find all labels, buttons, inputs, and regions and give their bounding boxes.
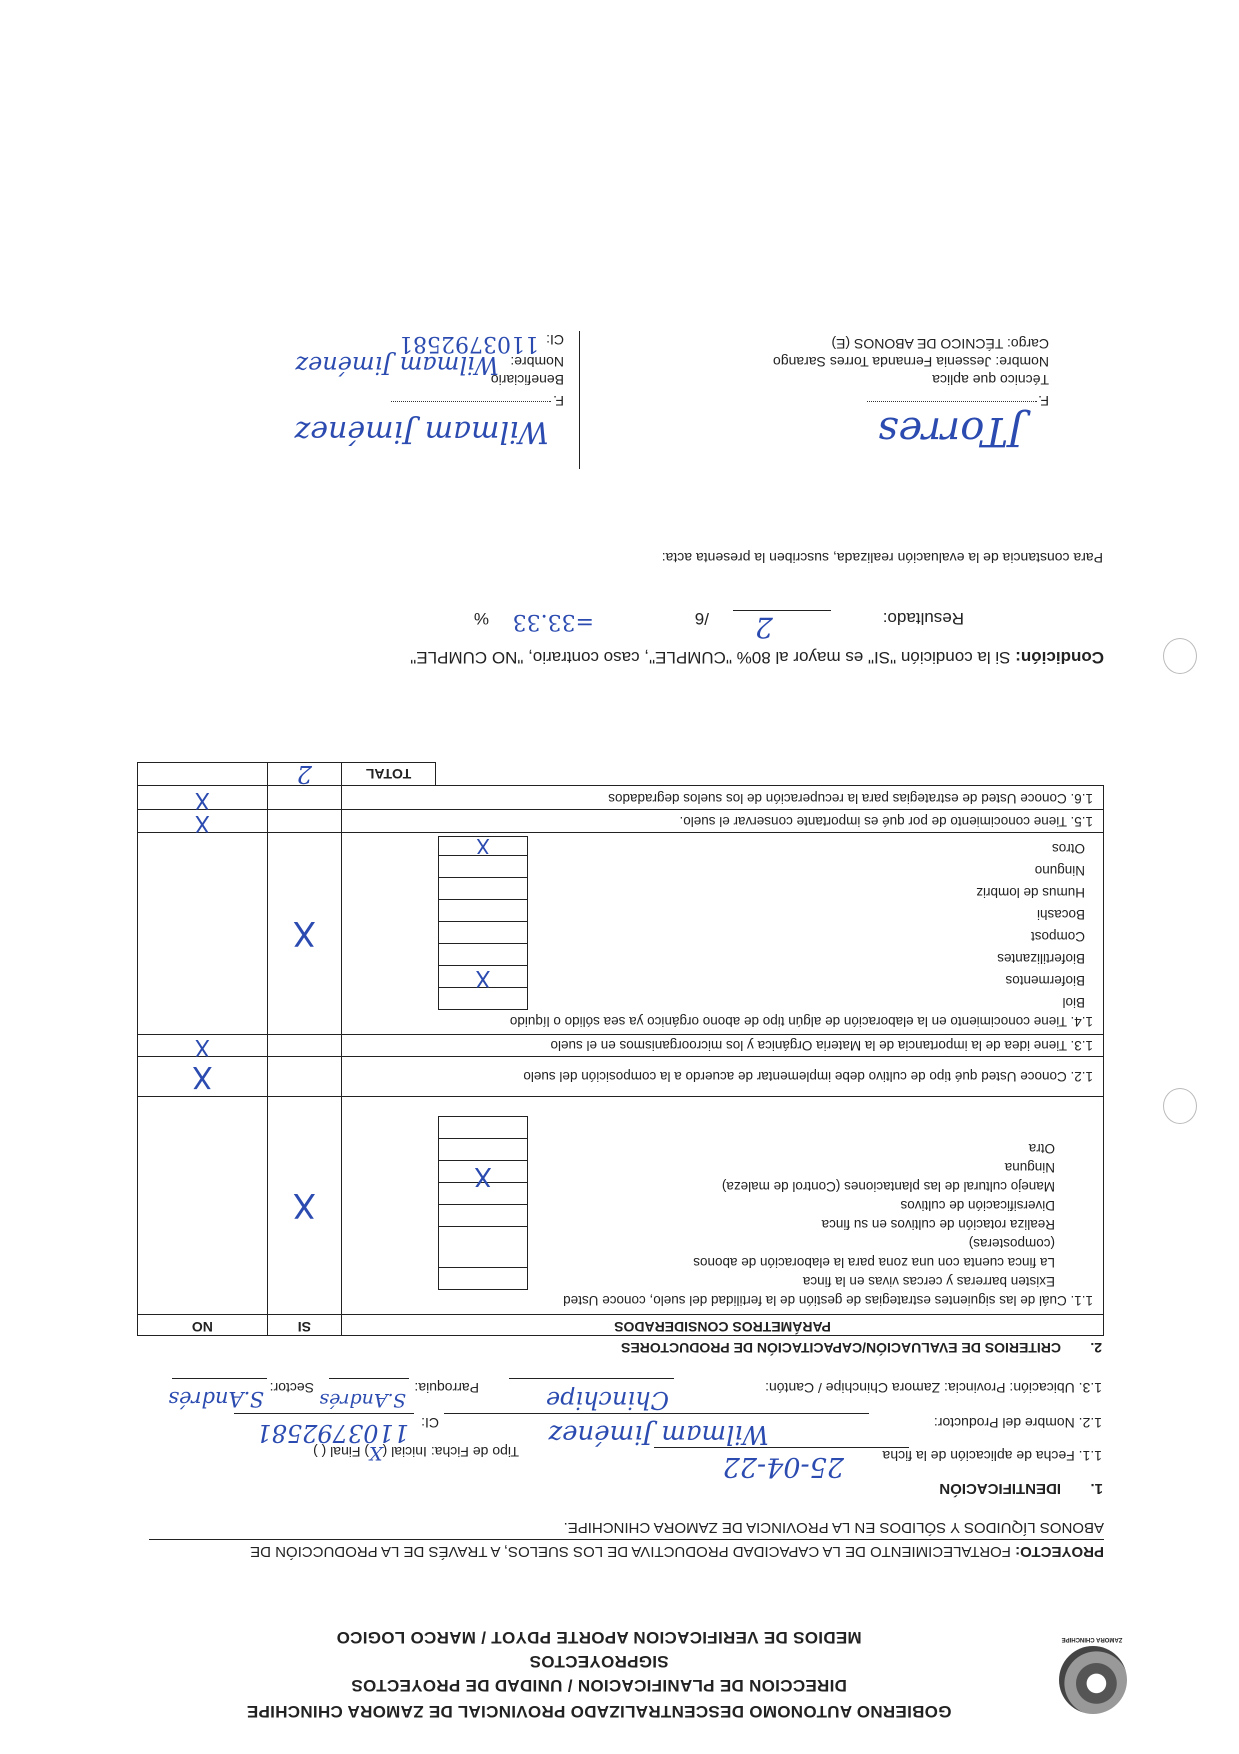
q1-cell [342,1097,1104,1315]
project-label: PROYECTO: [1015,1543,1104,1560]
q1-option-6: Manejo cultural de las plantaciones (Control de maleza) [721,1179,1055,1194]
identification-number: 1. [1090,1480,1103,1497]
q4-option-3: Biofertilizantes [997,951,1085,966]
total-value: 2 [267,763,341,786]
q4-checkbox-3 [438,943,528,966]
q5-row [138,810,1104,833]
q1-option-2: La finca cuenta con una zona para la elaboración de abonos [693,1255,1055,1270]
provincial-seal-logo [1059,1646,1127,1714]
q6-text: 1.6. Conoce Usted de estrategias para la recuperación de los suelos degradados [608,791,1093,806]
technician-name: Nombre: Jessenia Fernanda Torres Sarango [772,354,1049,370]
producer-ci-value: 1103792581 [256,1419,409,1447]
no-header: NO [138,1315,268,1336]
technician-signature-scribble: JTorres [877,408,1024,454]
q4-si-mark: X [267,833,341,1035]
q4-text: 1.4. Tiene conocimiento en la elaboración de algún tipo de abono orgánico ya sea sólido o líquido [509,1014,1093,1029]
sector-underline [172,1378,267,1379]
q1-si-mark: X [267,1097,341,1315]
parish-label: Parroquia: [414,1380,479,1396]
beneficiary-name-value: Wilmam Jiménez [295,351,499,379]
q1-option-5: Diversificación de cultivos [900,1198,1055,1213]
header-line-1: GOBIERNO AUTONOMO DESCENTRALIZADO PROVINCIAL DE ZAMORA CHINCHIPE [246,1702,952,1721]
beneficiary-role: Beneficiario [490,372,564,388]
project-text-2: ABONOS LÍQUIDOS Y SÓLIDOS EN LA PROVINCIA DE ZAMORA CHINCHIPE. [563,1519,1104,1536]
beneficiary-ci-label: CI: [546,332,564,348]
project-line-1 [124,1543,1104,1560]
q4-option-4: Compost [1030,929,1085,944]
project-text-1: FORTALECIMIENTO DE LA CAPACIDAD PRODUCTIVA DE LOS SUELOS, A TRAVÉS DE LA PRODUCCIÓN DE [250,1543,1011,1560]
q1-row [138,1097,1104,1315]
location-label: 1.3. Ubicación: Provincia: Zamora Chinchipe / Cantón: [765,1380,1102,1396]
date-label: 1.1. Fecha de aplicación de la ficha [882,1448,1102,1464]
result-percent: =33.33 [512,609,594,634]
producer-label: 1.2. Nombre del Productor: [933,1415,1102,1431]
q6-no-mark: X [138,786,268,810]
q4-option-1: Biol [1062,995,1085,1010]
total-row [138,763,1104,786]
type-initial-mark: X [369,1442,383,1464]
header-line-4: MEDIOS DE VERIFICACION APORTE PDYOT / MARCO LOGICO [336,1628,862,1647]
q4-option-mark-biol: X [476,834,490,858]
q1-checkbox-3 [438,1204,528,1227]
signature-divider [579,331,580,469]
beneficiary-f-label: F. [553,393,564,409]
q5-text: 1.5. Tiene conocimiento de por qué es importante conservar el suelo. [679,814,1093,829]
project-underline [149,1539,1104,1540]
total-label: TOTAL [342,762,436,786]
q4-checkbox-4 [438,921,528,944]
q4-option-6: Humus de lombriz [976,885,1085,900]
table-header-row [138,1315,1104,1336]
total-no-cell [138,763,268,786]
q5-no-mark: X [138,810,268,833]
q1-option-mark: X [474,1161,492,1191]
result-numerator-line [733,610,831,611]
q5-cell [342,810,1104,833]
q4-checkbox-6 [438,877,528,900]
criteria-title: CRITERIOS DE EVALUACIÓN/CAPACITACIÓN DE PRODUCTORES [621,1340,1061,1356]
q3-cell [342,1035,1104,1057]
technician-role: Técnico que aplica [932,372,1049,388]
q3-text: 1.3. Tiene idea de la importancia de la Materia Orgánica y los microorganismos en el suelo [550,1038,1093,1053]
q4-option-mark-humus: X [475,965,491,990]
beneficiary-signature-line [391,401,551,402]
technician-post: Cargo: TÉCNICO DE ABONOS (E) [831,336,1049,352]
technician-f-label: F. [1038,393,1049,409]
q3-row [138,1035,1104,1057]
q4-checkbox-5 [438,899,528,922]
si-header: SI [267,1315,341,1336]
logo-caption: ZAMORA CHINCHIPE [1061,1636,1123,1642]
q6-si-mark [267,786,341,810]
parish-value: S.Andrés [319,1389,406,1411]
q4-no-mark [138,833,268,1035]
q1-option-1: Existen barreras y cercas vivas en la finca [802,1274,1055,1289]
q4-option-5: Bocashi [1036,907,1085,922]
header-line-3: SIGPROYECTOS [529,1652,669,1671]
q3-si-mark [267,1035,341,1057]
punch-hole-bottom [1163,638,1197,674]
q1-option-8: Otra [1028,1141,1055,1156]
q4-cell [342,833,1104,1035]
sector-label: Sector: [269,1380,314,1396]
q6-row [138,786,1104,810]
date-value: 25-04-22 [722,1451,844,1482]
q1-text: 1.1. Cuál de las siguientes estrategias de gestión de la fertilidad del suelo, conoce Usted [563,1293,1093,1308]
q2-row [138,1057,1104,1097]
parish-underline [329,1378,409,1379]
q2-text: 1.2. Conoce Usted qué tipo de cultivo debe implementar de acuerdo a la composición del suelo [523,1069,1093,1084]
q4-option-2: Biofermentos [1005,973,1085,988]
type-final-text: ) Final ( ) [313,1444,370,1460]
parameters-table [137,762,1104,1336]
beneficiary-ci-value: 1103792581 [399,331,539,356]
q1-checkbox-7 [438,1116,528,1139]
condition-label: Condición: [1015,648,1104,667]
sector-value: S.Andrés [168,1387,264,1411]
q2-cell [342,1057,1104,1097]
producer-ci-underline [234,1413,414,1414]
total-label-cell [342,763,1104,786]
q4-option-7: Ninguno [1034,863,1085,878]
q2-no-mark: X [138,1057,268,1097]
q1-no-mark [138,1097,268,1315]
result-denominator: /6 [694,609,709,628]
q1-option-4: Realiza rotación de cultivos en su finca [821,1217,1055,1232]
footer-text: Para constancia de la evaluación realizada, suscriben la presenta acta: [661,550,1103,566]
q1-checkbox-6 [438,1138,528,1161]
result-numerator: 2 [755,611,773,644]
q4-row [138,833,1104,1035]
q5-si-mark [267,810,341,833]
q4-option-8: Otros [1051,841,1085,856]
header-line-2: DIRECCION DE PLANIFICACION / UNIDAD DE PROYECTOS [351,1676,847,1695]
q4-checkbox-1 [438,987,528,1010]
params-header: PARÁMETROS CONSIDERADOS [342,1315,1104,1336]
beneficiary-name-label: Nombre: [510,354,564,370]
condition-text: Si la condición "SI" es mayor al 80% "CUMPLE", caso contrario, "NO CUMPLE" [410,648,1011,667]
producer-ci-label: CI: [421,1415,439,1431]
q4-checkbox-7 [438,855,528,878]
punch-hole-top [1163,1088,1197,1124]
q1-checkbox-2 [438,1226,528,1268]
canton-underline [509,1378,674,1379]
technician-signature-line [867,401,1037,402]
q1-checkbox-1 [438,1267,528,1290]
producer-value: Wilmam Jiménez [548,1419,769,1449]
q6-cell [342,786,1104,810]
result-label: Resultado: [882,609,964,628]
identification-title: IDENTIFICACIÓN [939,1480,1061,1497]
type-label-text: Tipo de Ficha: Inicial ( [382,1444,519,1460]
q3-no-mark: X [138,1035,268,1057]
canton-value: Chinchipe [545,1386,669,1414]
condition-line [410,647,1104,667]
result-percent-sign: % [473,609,489,628]
beneficiary-signature-scribble: Wilmam Jiménez [294,414,549,449]
q1-option-7: Ninguna [1004,1160,1055,1175]
q2-si-mark [267,1057,341,1097]
criteria-number: 2. [1090,1340,1102,1356]
q1-option-3: (composteras) [968,1236,1055,1251]
